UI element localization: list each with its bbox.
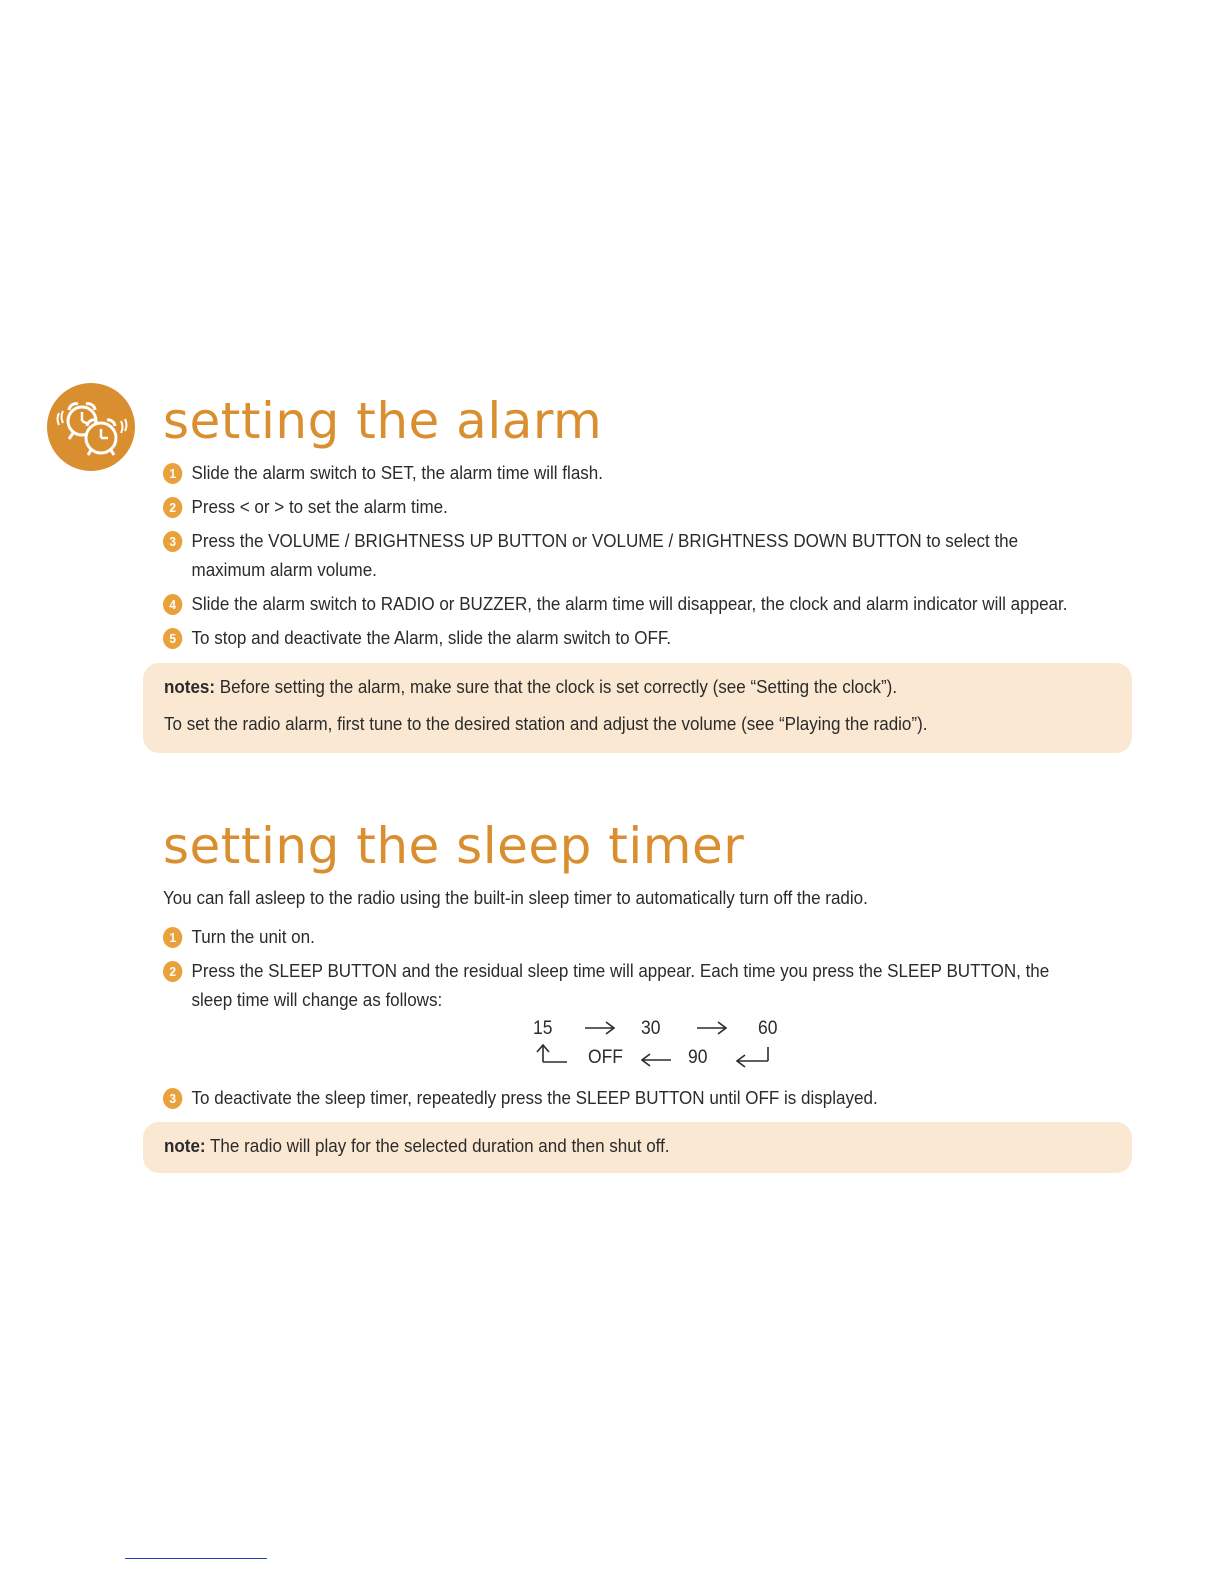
alarm-clocks-icon <box>47 383 135 471</box>
list-item <box>163 492 1083 521</box>
step-number-badge: 3 <box>163 531 182 552</box>
step-text: Press < or > to set the alarm time. <box>191 496 448 517</box>
arrow-return-left-icon <box>735 1045 771 1069</box>
cycle-value-30: 30 <box>641 1018 661 1039</box>
note-text: The radio will play for the selected duration and then shut off. <box>210 1135 670 1156</box>
sleep-steps-continued <box>163 1083 1083 1117</box>
list-item <box>163 956 1083 1014</box>
step-text: Slide the alarm switch to SET, the alarm time will flash. <box>191 462 603 483</box>
step-text: To stop and deactivate the Alarm, slide the alarm switch to OFF. <box>191 627 672 648</box>
step-number-badge: 2 <box>163 961 182 982</box>
sleep-steps <box>163 922 1083 1019</box>
step-number-badge: 4 <box>163 594 182 615</box>
cycle-value-off: OFF <box>588 1047 623 1068</box>
step-text: Slide the alarm switch to RADIO or BUZZER, the alarm time will disappear, the clock and alarm indicator will appear. <box>191 593 1068 614</box>
step-number-badge: 1 <box>163 927 182 948</box>
step-text: To deactivate the sleep timer, repeatedly press the SLEEP BUTTON until OFF is displayed. <box>191 1087 878 1108</box>
arrow-right-icon <box>696 1020 728 1036</box>
alarm-notes-box <box>143 663 1132 753</box>
cycle-value-15: 15 <box>533 1018 553 1039</box>
cycle-value-90: 90 <box>688 1047 708 1068</box>
alarm-steps <box>163 458 1083 657</box>
arrow-return-up-icon <box>535 1043 569 1065</box>
sleep-note-box <box>143 1122 1132 1173</box>
note-label: note: <box>164 1135 206 1156</box>
alarm-heading: setting the alarm <box>163 392 603 450</box>
note-line <box>164 1131 1055 1160</box>
notes-text-1: Before setting the alarm, make sure that the clock is set correctly (see “Setting the clock”). <box>219 676 898 697</box>
step-text: Turn the unit on. <box>191 926 315 947</box>
list-item <box>163 458 1083 487</box>
list-item <box>163 922 1083 951</box>
sleep-timer-heading: setting the sleep timer <box>163 817 745 875</box>
step-number-badge: 2 <box>163 497 182 518</box>
step-number-badge: 5 <box>163 628 182 649</box>
step-number-badge: 3 <box>163 1088 182 1109</box>
list-item <box>163 623 1083 652</box>
notes-line-1 <box>164 672 1055 701</box>
step-text: Press the VOLUME / BRIGHTNESS UP BUTTON or VOLUME / BRIGHTNESS DOWN BUTTON to select the maximum alarm volume. <box>191 530 1019 580</box>
footer-rule <box>125 1558 267 1559</box>
arrow-right-icon <box>584 1020 616 1036</box>
step-number-badge: 1 <box>163 463 182 484</box>
list-item <box>163 526 1083 584</box>
step-text: Press the SLEEP BUTTON and the residual sleep time will appear. Each time you press the SLEEP BUTTON, the sleep time will change as follows: <box>191 960 1050 1010</box>
arrow-left-icon <box>640 1052 672 1068</box>
list-item <box>163 589 1083 618</box>
sleep-intro: You can fall asleep to the radio using the built-in sleep timer to automatically turn off the radio. <box>163 887 868 908</box>
cycle-value-60: 60 <box>758 1018 778 1039</box>
notes-line-2: To set the radio alarm, first tune to the desired station and adjust the volume (see “Playing the radio”). <box>164 713 928 734</box>
notes-label: notes: <box>164 676 216 697</box>
list-item <box>163 1083 1083 1112</box>
